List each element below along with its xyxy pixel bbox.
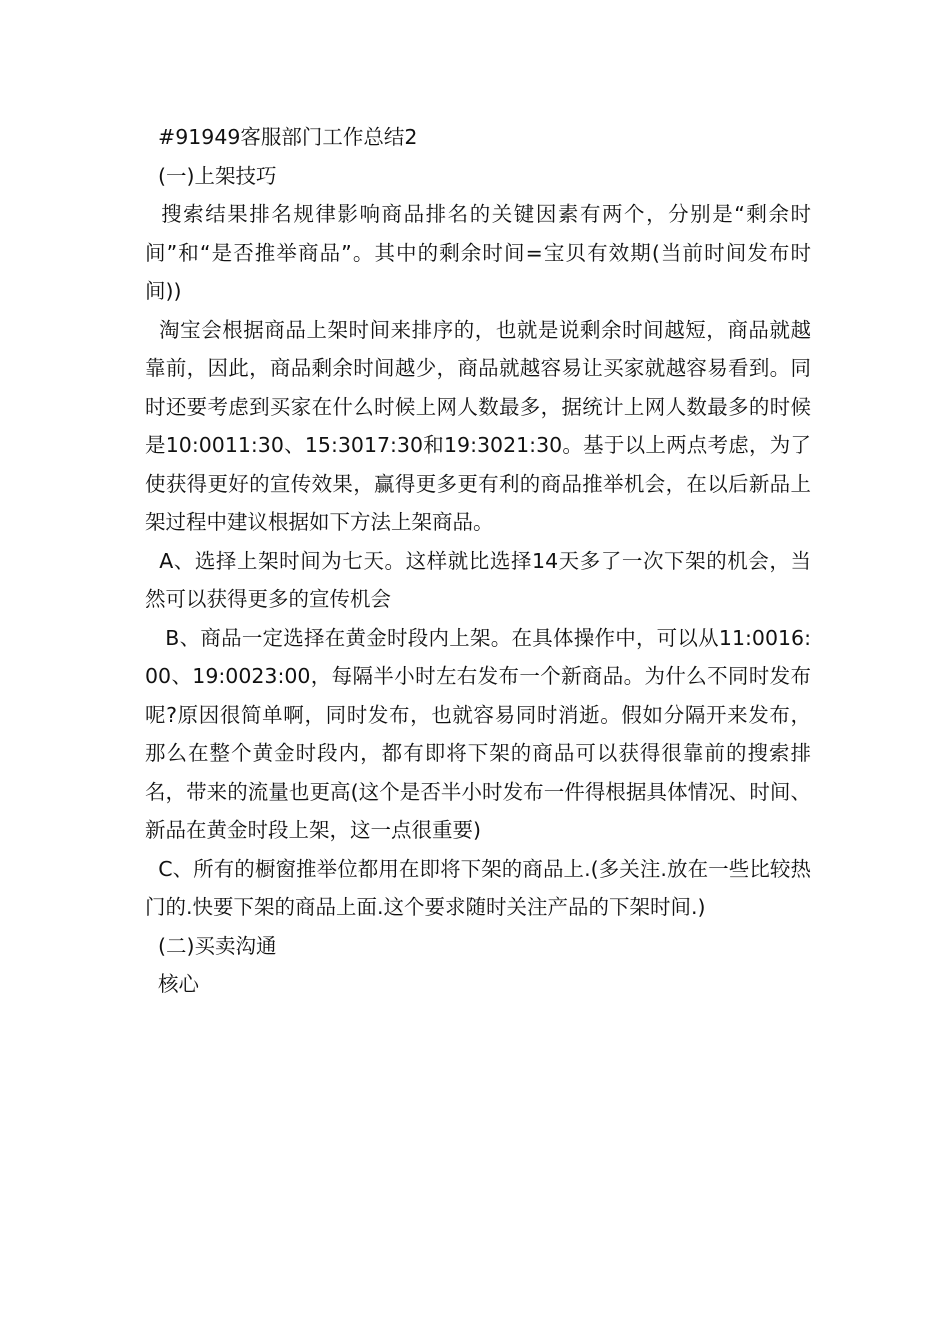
section-heading-communication: (二)买卖沟通 <box>145 933 277 958</box>
paragraph-listing-time: 淘宝会根据商品上架时间来排序的，也就是说剩余时间越短，商品就越靠前，因此，商品剩余时间越少，商品就越容易让买家就越容易看到。同时还要考虑到买家在什么时候上网人数最多，据统计上网人数最多的时候是10:0011:30、15:3017:30和19:3021:30。基于以上两点考虑，为了使获得更好的宣传效果，赢得更多更有利的商品推举机会，在以后新品上架过程中建议根据如下方法上架商品。 <box>145 317 811 534</box>
document-body <box>145 118 811 1004</box>
paragraph-item-a: A、选择上架时间为七天。这样就比选择14天多了一次下架的机会，当然可以获得更多的宣传机会 <box>145 548 811 611</box>
section-heading-listing-tips: (一)上架技巧 <box>145 163 277 188</box>
paragraph-core: 核心 <box>145 972 200 996</box>
document-title: #91949客服部门工作总结2 <box>145 125 418 149</box>
paragraph-item-c: C、所有的橱窗推举位都用在即将下架的商品上.(多关注.放在一些比较热门的.快要下架的商品上面.这个要求随时关注产品的下架时间.) <box>145 856 811 919</box>
paragraph-search-ranking: 搜索结果排名规律影响商品排名的关键因素有两个，分别是“剩余时间”和“是否推举商品”。其中的剩余时间=宝贝有效期(当前时间发布时间)) <box>145 202 811 303</box>
paragraph-item-b: B、商品一定选择在黄金时段内上架。在具体操作中，可以从11:0016:00、19:0023:00，每隔半小时左右发布一个新商品。为什么不同时发布呢?原因很简单啊，同时发布，也就容易同时消逝。假如分隔开来发布，那么在整个黄金时段内，都有即将下架的商品可以获得很靠前的搜索排名，带来的流量也更高(这个是否半小时发布一件得根据具体情况、时间、新品在黄金时段上架，这一点很重要) <box>145 625 811 842</box>
